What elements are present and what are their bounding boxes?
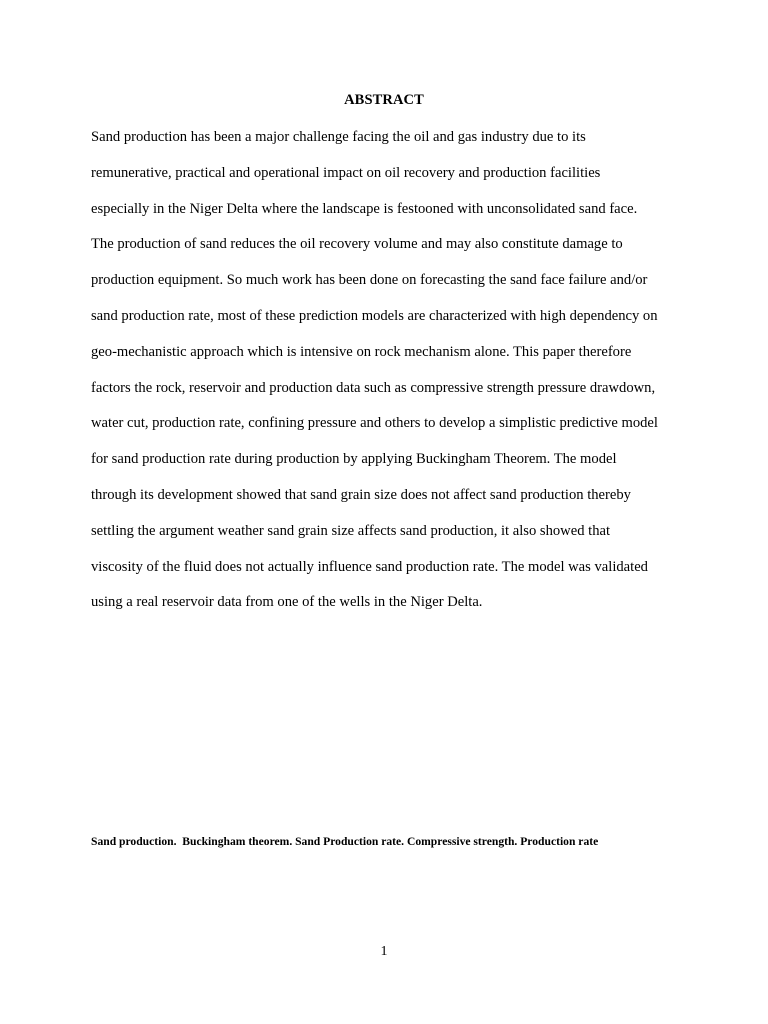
abstract-line: water cut, production rate, confining pressure and others to develop a simplistic predictive model: [91, 415, 658, 432]
keywords-line: Sand production. Buckingham theorem. Sand Production rate. Compressive strength. Production rate: [91, 835, 599, 848]
abstract-line: sand production rate, most of these prediction models are characterized with high dependency on: [91, 307, 658, 324]
abstract-line: for sand production rate during production by applying Buckingham Theorem. The model: [91, 451, 617, 468]
abstract-heading: ABSTRACT: [344, 92, 424, 108]
abstract-body: [91, 126, 691, 627]
abstract-line: settling the argument weather sand grain size affects sand production, it also showed that: [91, 522, 611, 539]
abstract-line: remunerative, practical and operational impact on oil recovery and production facilities: [91, 164, 601, 181]
abstract-line: especially in the Niger Delta where the landscape is festooned with unconsolidated sand face.: [91, 200, 638, 217]
abstract-line: The production of sand reduces the oil recovery volume and may also constitute damage to: [91, 236, 623, 253]
abstract-line: using a real reservoir data from one of the wells in the Niger Delta.: [91, 594, 483, 611]
abstract-line: Sand production has been a major challenge facing the oil and gas industry due to its: [91, 129, 586, 145]
abstract-line: geo-mechanistic approach which is intensive on rock mechanism alone. This paper therefore: [91, 343, 632, 360]
abstract-line: production equipment. So much work has been done on forecasting the sand face failure and/or: [91, 272, 648, 289]
abstract-line: through its development showed that sand grain size does not affect sand production thereby: [91, 486, 631, 503]
abstract-line: viscosity of the fluid does not actually influence sand production rate. The model was validated: [91, 558, 648, 575]
page-number: 1: [380, 944, 388, 959]
abstract-line: factors the rock, reservoir and production data such as compressive strength pressure drawdown,: [91, 379, 656, 396]
